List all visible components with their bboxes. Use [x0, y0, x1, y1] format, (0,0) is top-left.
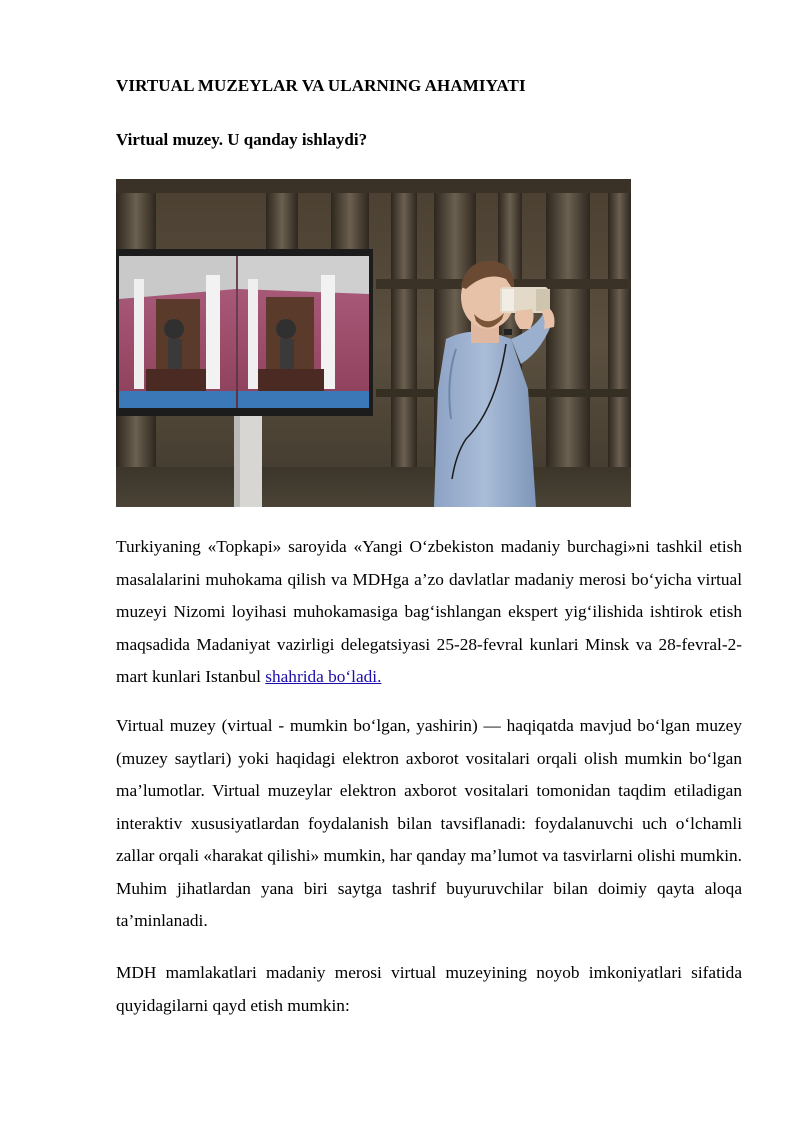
- paragraph-delegation: [116, 531, 742, 694]
- paragraph-features: MDH mamlakatlari madaniy merosi virtual muzeyining noyob imkoniyatlari sifatida quyidagilarni qayd etish mumkin:: [116, 963, 742, 1015]
- vr-headset: [500, 287, 550, 313]
- monitor-stand: [234, 411, 262, 507]
- paragraph-delegation-text: Turkiyaning «Topkapi» saroyida «Yangi O‘zbekiston madaniy burchagi»ni tashkil etish masalalarini muhokama qilish va MDHga a’zo davlatlar madaniy merosi bo‘yicha virtual muzeyi Nizomi loyihasi muhokamasiga bag‘ishlangan ekspert yig‘ilishida ishtirok etish maqsadida Madaniyat vazirligi delegatsiyasi 25-28-fevral kunlari Minsk va 28-fevral-2-mart kunlari Istanbul: [116, 537, 742, 686]
- vr-headset-photo: [116, 179, 631, 507]
- paragraph-definition: Virtual muzey (virtual - mumkin bo‘lgan, yashirin) — haqiqatda mavjud bo‘lgan muzey (muzey saytlari) yoki haqidagi elektron axborot vositalari orqali olish mumkin bo‘lgan ma’lumotlar. Virtual muzeylar elektron axborot vositalari tomonidan taqdim etiladigan interaktiv xususiyatlardan foydalanish bilan tavsiflanadi: foydalanuvchi uch o‘lchamli zallar orqali «harakat qilishi» mumkin, har qanday ma’lumot va tasvirlarni olishi mumkin. Muhim jihatlardan yana biri saytga tashrif buyuruvchilar bilan doimiy qayta aloqa ta’minlanadi.: [116, 716, 742, 930]
- screen-left-view: [119, 256, 236, 408]
- floor: [116, 467, 631, 507]
- document-subtitle: Virtual muzey. U qanday ishlaydi?: [116, 130, 368, 149]
- city-link[interactable]: shahrida bo‘ladi.: [265, 667, 382, 686]
- document-title: VIRTUAL MUZEYLAR VA ULARNING AHAMIYATI: [116, 76, 526, 95]
- display-monitor: [116, 249, 373, 416]
- photo-illustration: [116, 179, 631, 507]
